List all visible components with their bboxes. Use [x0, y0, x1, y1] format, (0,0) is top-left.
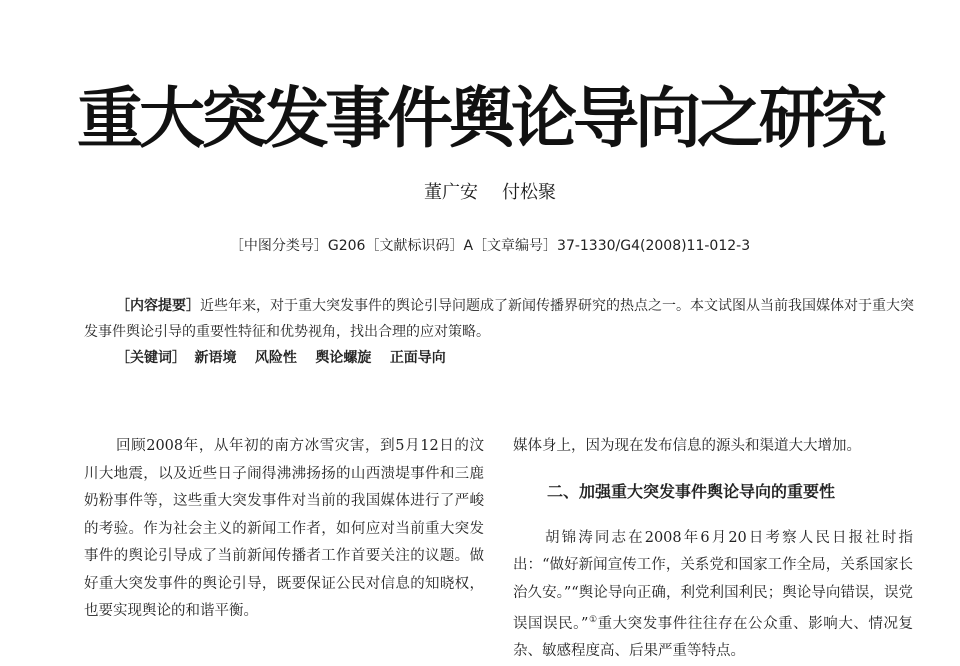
authors: [0, 180, 960, 206]
body-paragraph: 回顾2008年，从年初的南方冰雪灾害，到5月12日的汶川大地震，以及近些日子闹得沸沸扬扬的山西溃堤事件和三鹿奶粉事件等，这些重大突发事件对当前的我国媒体进行了严峻的考验。作为社会主义的新闻工作者，如何应对当前重大突发事件的舆论引导成了当前新闻传播者工作首要关注的议题。做好重大突发事件的舆论引导，既要保证公民对信息的知晓权，也要实现舆论的和谐平衡。: [84, 438, 484, 619]
keyword: 风险性: [254, 350, 297, 366]
body-column-right: [513, 433, 913, 666]
paragraph-text: 重大突发事件往往存在公众重、影响大、情况复杂、敏感程度高、后果严重等特点。: [513, 615, 914, 660]
body-paragraph: [513, 525, 913, 666]
abstract-text: 近些年来，对于重大突发事件的舆论引导问题成了新闻传播界研究的热点之一。本文试图从当前我国媒体对于重大突发事件舆论引导的重要性特征和优势视角，找出合理的应对策略。: [84, 298, 914, 340]
keyword: 新语境: [194, 350, 237, 366]
body-paragraph: 媒体身上，因为现在发布信息的源头和渠道大大增加。: [513, 438, 861, 454]
abstract-label: ［内容提要］: [116, 298, 200, 314]
keyword: 正面导向: [389, 350, 446, 366]
paragraph-text: 胡锦涛同志在2008年6月20日考察人民日报社时指出：“做好新闻宣传工作，关系党和国家工作全局，关系国家长治久安。”“舆论导向正确，利党利国利民；舆论导向错误，误党误国误民。”: [513, 529, 913, 632]
footnote-marker[interactable]: ①: [588, 615, 598, 625]
body-column-left: [84, 433, 484, 626]
keywords: [116, 345, 460, 371]
classification-line: ［中图分类号］G206［文献标识码］A［文章编号］37-1330/G4(2008)11-012-3: [229, 238, 751, 254]
keywords-label: ［关键词］: [116, 350, 186, 366]
abstract: [84, 293, 914, 345]
author-name: 董广安: [424, 182, 478, 203]
author-name: 付松聚: [502, 182, 556, 203]
keyword: 舆论螺旋: [315, 350, 372, 366]
article-title: 重大突发事件舆论导向之研究: [77, 79, 883, 157]
section-heading: 二、加强重大突发事件舆论导向的重要性: [547, 481, 836, 501]
